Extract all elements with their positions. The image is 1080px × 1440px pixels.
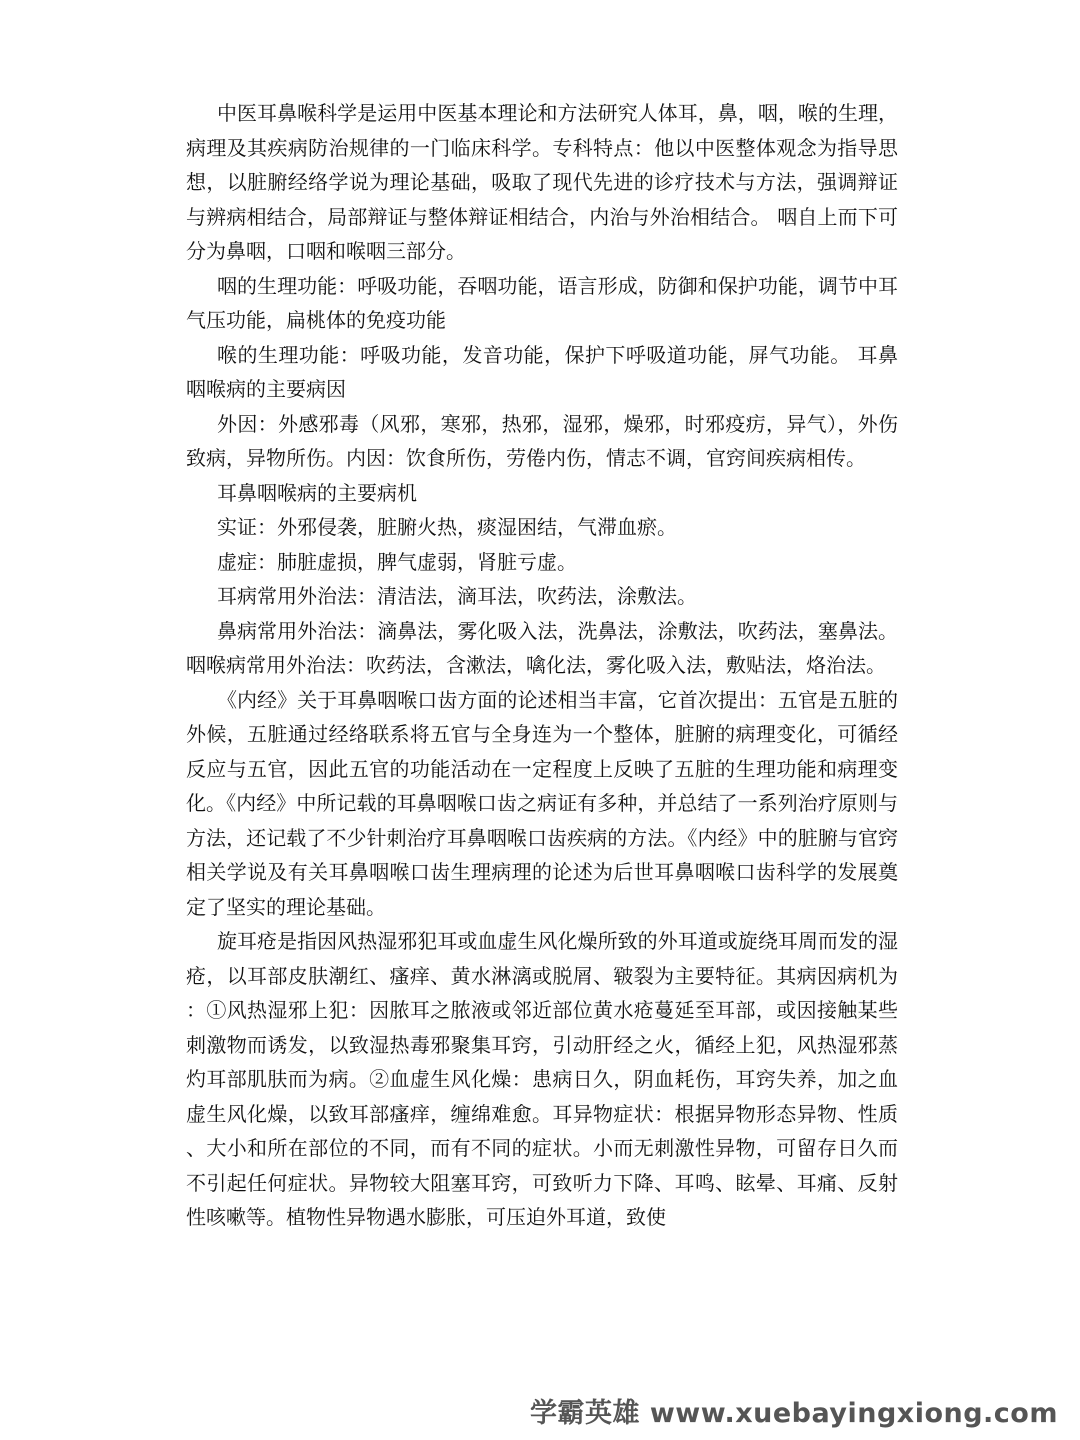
paragraph-pharynx-function: 咽的生理功能：呼吸功能，吞咽功能，语言形成，防御和保护功能，调节中耳气压功能，扁桃体的免疫功能: [186, 273, 898, 332]
paragraph-xuan-er-chuang: 旋耳疮是指因风热湿邪犯耳或血虚生风化燥所致的外耳道或旋绕耳周而发的湿疮，以耳部皮肤潮红、瘙痒、黄水淋漓或脱屑、皲裂为主要特征。其病因病机为：①风热湿邪上犯：因脓耳之脓液或邻近部位黄水疮蔓延至耳部，或因接触某些刺激物而诱发，以致湿热毒邪聚集耳窍，引动肝经之火，循经上犯，风热湿邪蒸灼耳部肌肤而为病。②血虚生风化燥：患病日久，阴血耗伤，耳窍失养，加之血虚生风化燥，以致耳部瘙痒，缠绵难愈。耳异物症状：根据异物形态异物、性质、大小和所在部位的不同，而有不同的症状。小而无刺激性异物，可留存日久而不引起任何症状。异物较大阻塞耳窍，可致听力下降、耳鸣、眩晕、耳痛、反射性咳嗽等。植物性异物遇水膨胀，可压迫外耳道，致使: [186, 929, 898, 1229]
paragraph-neijing: 《内经》关于耳鼻咽喉口齿方面的论述相当丰富，它首次提出：五官是五脏的外候，五脏通过经络联系将五官与全身连为一个整体，脏腑的病理变化，可循经反应与五官，因此五官的功能活动在一定程度上反映了五脏的生理功能和病理变化。《内经》中所记载的耳鼻咽喉口齿之病证有多种，并总结了一系列治疗原则与方法，还记载了不少针刺治疗耳鼻咽喉口齿疾病的方法。《内经》中的脏腑与官窍相关学说及有关耳鼻咽喉口齿生理病理的论述为后世耳鼻咽喉口齿科学的发展奠定了坚实的理论基础。: [186, 687, 898, 919]
paragraph-causes: 外因：外感邪毒（风邪，寒邪，热邪，湿邪，燥邪，时邪疫疠，异气），外伤致病，异物所伤。内因：饮食所伤，劳倦内伤，情志不调，官窍间疾病相传。: [186, 411, 898, 470]
paragraph-nose-throat-external-treatment: 鼻病常用外治法：滴鼻法，雾化吸入法，洗鼻法，涂敷法，吹药法，塞鼻法。 咽喉病常用外治法：吹药法，含漱法，噙化法，雾化吸入法，敷贴法，烙治法。: [186, 618, 898, 677]
paragraph-pathogenesis-heading: 耳鼻咽喉病的主要病机: [217, 480, 417, 505]
watermark: 学霸英雄 www.xuebayingxiong.com: [529, 1398, 1058, 1429]
paragraph-excess-syndrome: 实证：外邪侵袭，脏腑火热，痰湿困结，气滞血瘀。: [217, 515, 677, 539]
paragraph-overview: 中医耳鼻喉科学是运用中医基本理论和方法研究人体耳，鼻，咽，喉的生理，病理及其疾病防治规律的一门临床科学。专科特点：他以中医整体观念为指导思想，以脏腑经络学说为理论基础，吸取了现代先进的诊疗技术与方法，强调辩证与辨病相结合，局部辩证与整体辩证相结合，内治与外治相结合。 咽自上而下可分为鼻咽，口咽和喉咽三部分。: [186, 101, 898, 263]
paragraph-larynx-function: 喉的生理功能：呼吸功能，发音功能，保护下呼吸道功能，屏气功能。 耳鼻咽喉病的主要病因: [186, 342, 898, 401]
paragraph-deficiency-syndrome: 虚症：肺脏虚损，脾气虚弱，肾脏亏虚。: [217, 549, 577, 574]
paragraph-ear-external-treatment: 耳病常用外治法：清洁法，滴耳法，吹药法，涂敷法。: [217, 584, 697, 608]
document-body: [186, 96, 898, 1235]
